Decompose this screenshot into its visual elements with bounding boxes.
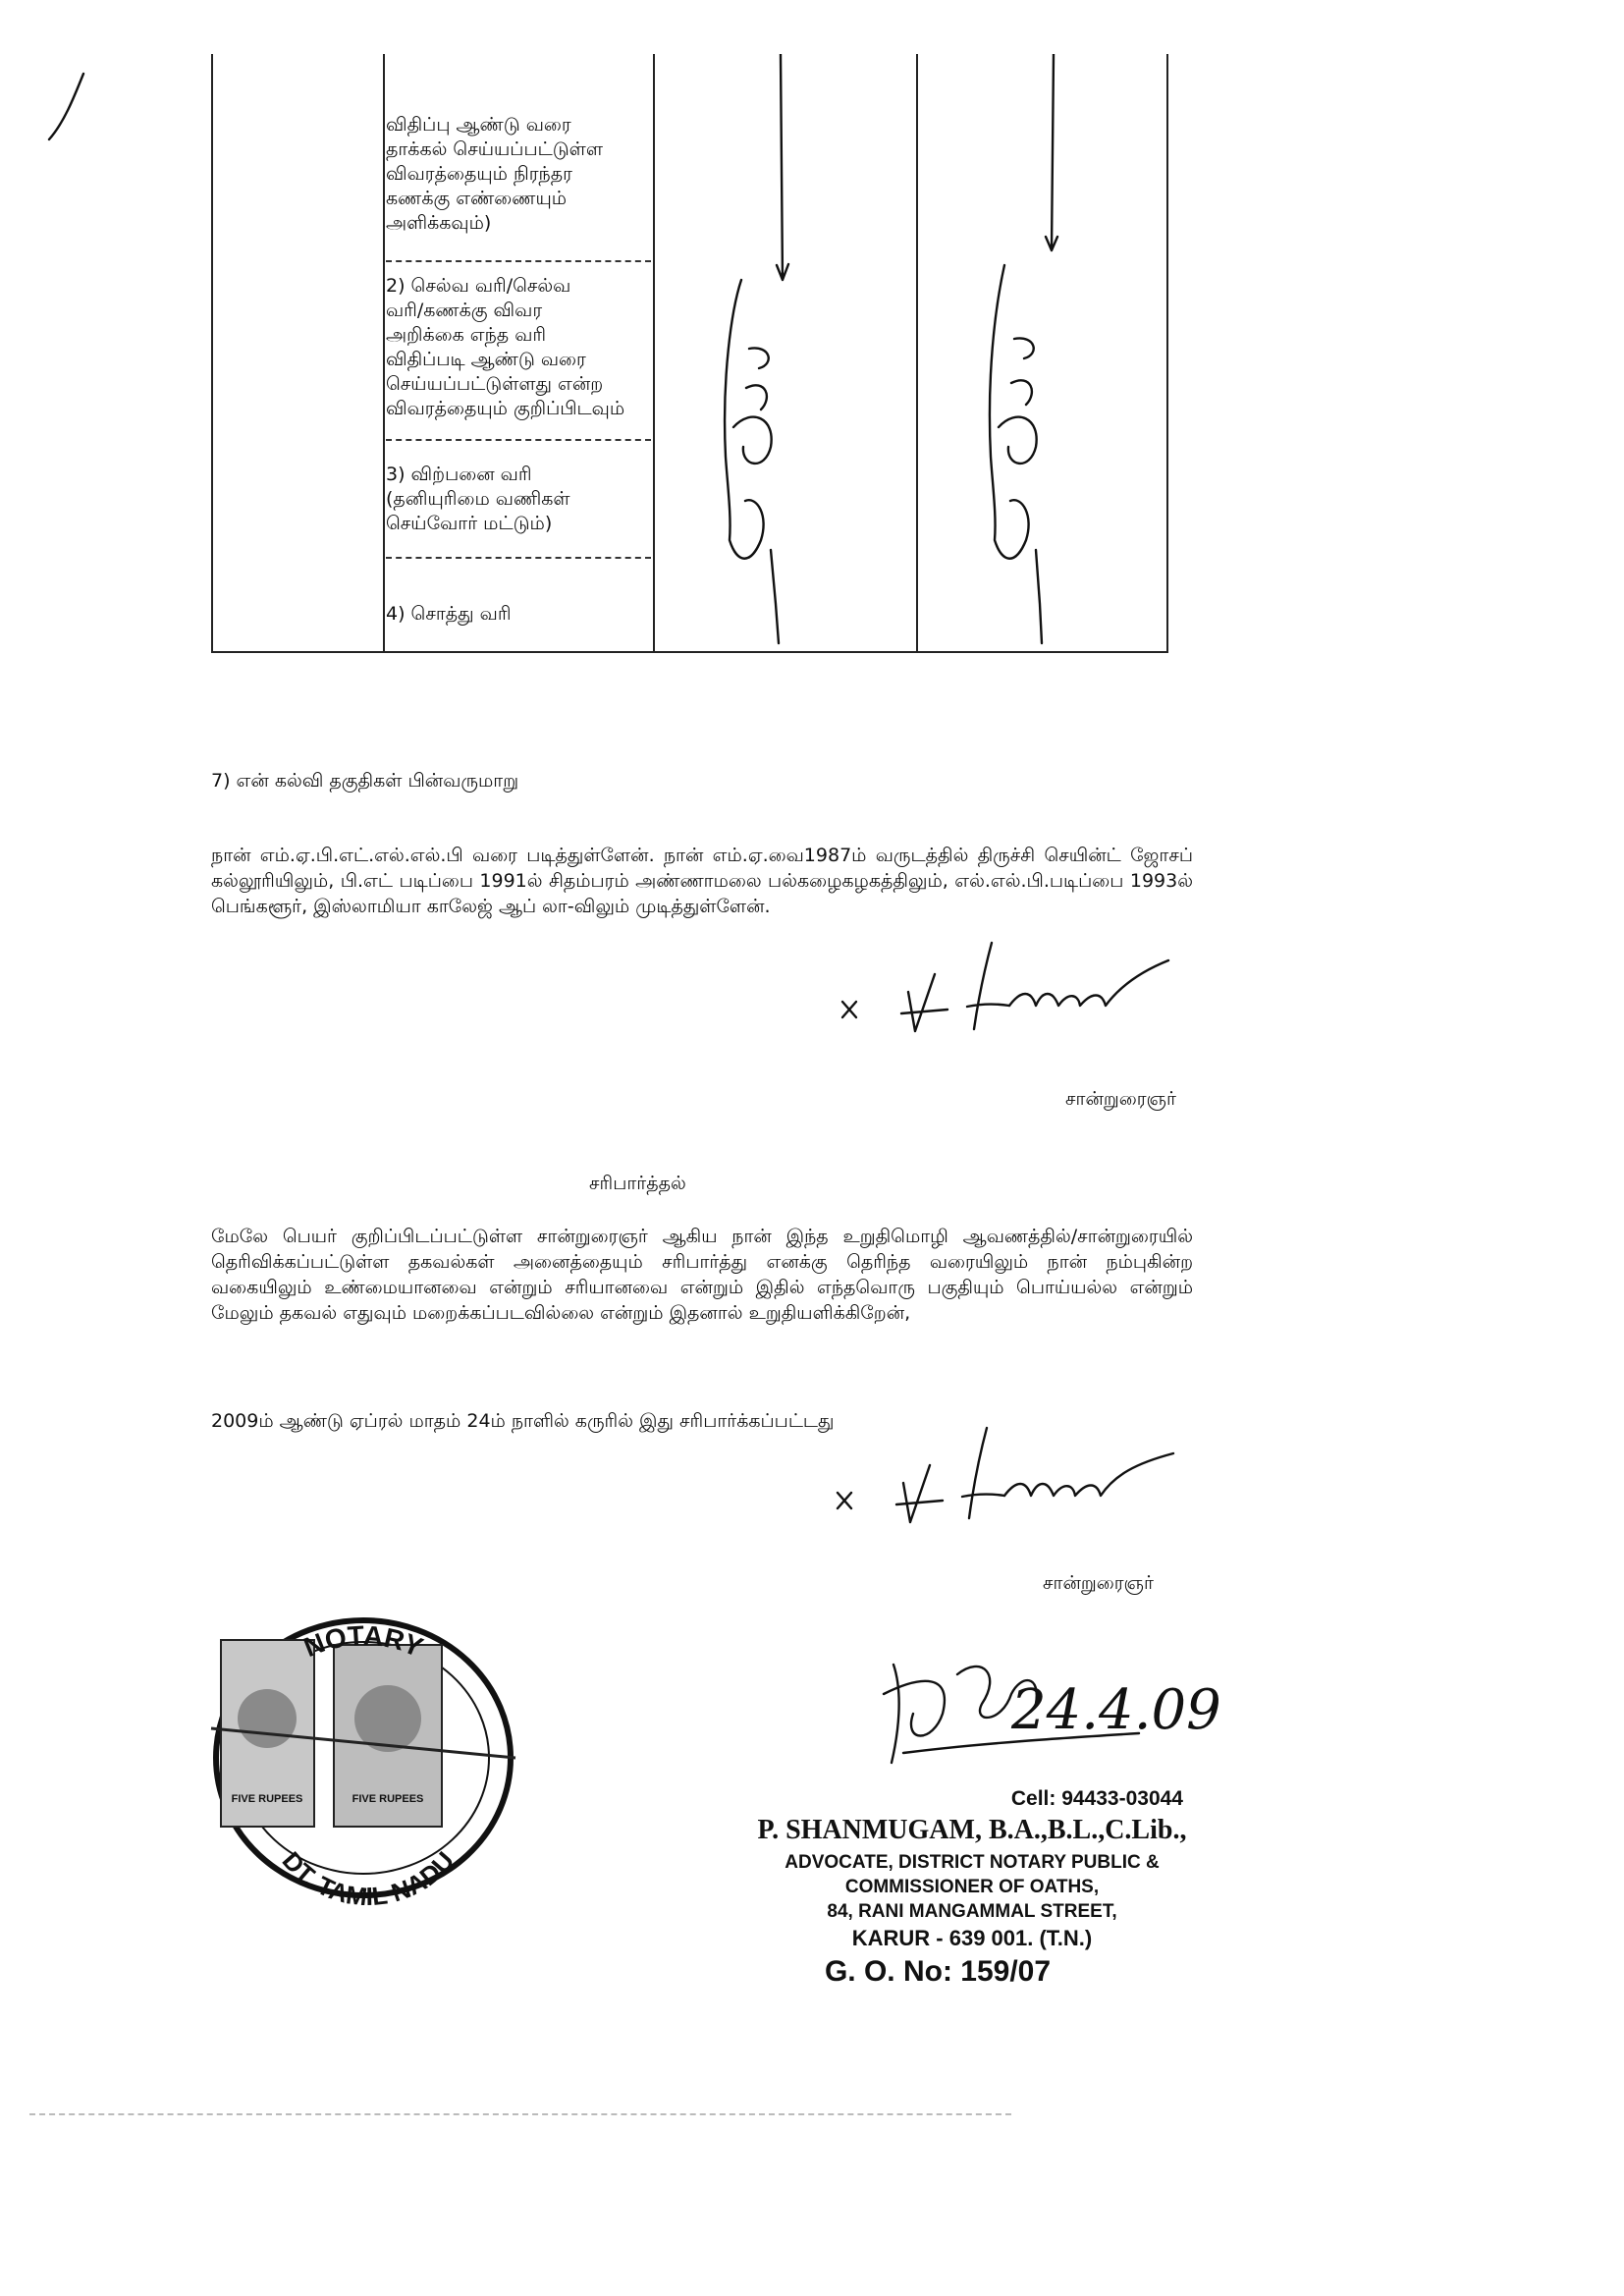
cell-line: விதிப்பு ஆண்டு வரை (386, 114, 571, 136)
cell-line: செய்வோர் மட்டும்) (386, 513, 553, 534)
table-border-col1 (383, 54, 385, 653)
dashed-divider (386, 557, 651, 559)
table-border-left (211, 54, 213, 653)
cell-income-tax-continued (386, 113, 651, 236)
dashed-divider (386, 439, 651, 441)
notary-cell: Cell: 94433-03044 (1010, 1787, 1183, 1810)
notary-seal (201, 1611, 525, 1905)
svg-text:FIVE RUPEES: FIVE RUPEES (352, 1793, 424, 1805)
pen-mark (39, 69, 98, 147)
cell-line: 4) சொத்து வரி (386, 603, 512, 625)
table-border-col2 (653, 54, 655, 653)
deponent-label-1: சான்றுரைஞர் (1065, 1088, 1176, 1110)
notary-signature (864, 1635, 1257, 1782)
cell-line: விதிப்படி ஆண்டு வரை (386, 349, 586, 370)
verification-body: மேலே பெயர் குறிப்பிடப்பட்டுள்ள சான்றுரைஞர் ஆகிய நான் இந்த உறுதிமொழி ஆவணத்தில்/சான்றுரையில் தெரிவிக்கப்பட்டுள்ள தகவல்கள் அனைத்தையும் சரிபார்த்து எனக்கு தெரிந்த வரையிலும் நான் நம்புகின்ற வகையிலும் உண்மையானவை என்றும் சரியானவை என்றும் இதில் எந்தவொரு பகுதியும் பொய்யல்ல என்றும் மேலும் தகவல் எதுவும் மறைக்கப்படவில்லை என்றும் இதனால் உறுதியளிக்கிறேன், (211, 1226, 1193, 1324)
cell-line: விவரத்தையும் குறிப்பிடவும் (386, 398, 625, 419)
section7-body: நான் எம்.ஏ.பி.எட்.எல்.எல்.பி வரை படித்துள்ளேன். நான் எம்.ஏ.வை1987ம் வருடத்தில் திருச்சி செயின்ட் ஜோசப் கல்லூரியிலும், பி.எட் படிப்பை 1991ல் சிதம்பரம் அண்ணாமலை பல்கழைகழகத்திலும், எல்.எல்.பி.படிப்பை 1993ல் பெங்களூர், இஸ்லாமியா காலேஜ் ஆப் லா-விலும் முடித்துள்ளேன். (211, 845, 1193, 917)
deponent-signature-1 (835, 933, 1188, 1041)
deponent-signature-2 (830, 1414, 1183, 1532)
cell-line: அறிக்கை எந்த வரி (386, 324, 547, 346)
svg-text:FIVE RUPEES: FIVE RUPEES (231, 1793, 303, 1805)
cell-line: செய்யப்பட்டுள்ளது என்ற (386, 373, 604, 395)
seal-graphic (201, 1611, 525, 1905)
cell-line: கணக்கு எண்ணையும் (386, 188, 568, 209)
verification-heading: சரிபார்த்தல் (589, 1173, 686, 1194)
notary-line2: COMMISSIONER OF OATHS, (844, 1877, 1100, 1897)
notary-name: P. SHANMUGAM, B.A.,B.L.,C.Lib., (757, 1815, 1187, 1845)
cell-line: அளிக்கவும்) (386, 212, 492, 234)
cell-wealth-tax (386, 274, 651, 421)
cell-line: வரி/கணக்கு விவர (386, 300, 543, 321)
cell-line: 3) விற்பனை வரி (386, 464, 532, 485)
cell-line: 2) செல்வ வரி/செல்வ (386, 275, 571, 297)
notary-stamp (736, 1787, 1208, 1989)
notary-handwritten-date: 24.4.09 (1011, 1678, 1221, 1742)
handwritten-nil-col3 (663, 54, 918, 653)
notary-line4: KARUR - 639 001. (T.N.) (851, 1926, 1093, 1950)
notary-line3: 84, RANI MANGAMMAL STREET, (827, 1901, 1117, 1922)
notary-line1: ADVOCATE, DISTRICT NOTARY PUBLIC & (785, 1852, 1160, 1873)
scan-noise-line (29, 2113, 1011, 2115)
svg-text:NOTARY: NOTARY (298, 1619, 428, 1664)
tax-details-table (211, 54, 1168, 653)
verification-date-line: 2009ம் ஆண்டு ஏப்ரல் மாதம் 24ம் நாளில் கருரில் இது சரிபார்க்கப்பட்டது (211, 1410, 835, 1432)
notary-go-number: G. O. No: 159/07 (824, 1955, 1052, 1988)
cell-line: தாக்கல் செய்யப்பட்டுள்ள (386, 138, 603, 160)
cell-line: விவரத்தையும் நிரந்தர (386, 163, 572, 185)
cell-line: (தனியுரிமை வணிகள் (386, 488, 570, 510)
section7-heading: 7) என் கல்வி தகுதிகள் பின்வருமாறு (211, 770, 519, 792)
svg-text:DT. TAMIL NADU: DT. TAMIL NADU (276, 1845, 460, 1905)
cell-property-tax (386, 602, 651, 627)
handwritten-nil-col4 (926, 54, 1171, 653)
deponent-label-2: சான்றுரைஞர் (1043, 1572, 1154, 1594)
dashed-divider (386, 260, 651, 262)
cell-sales-tax (386, 463, 651, 536)
